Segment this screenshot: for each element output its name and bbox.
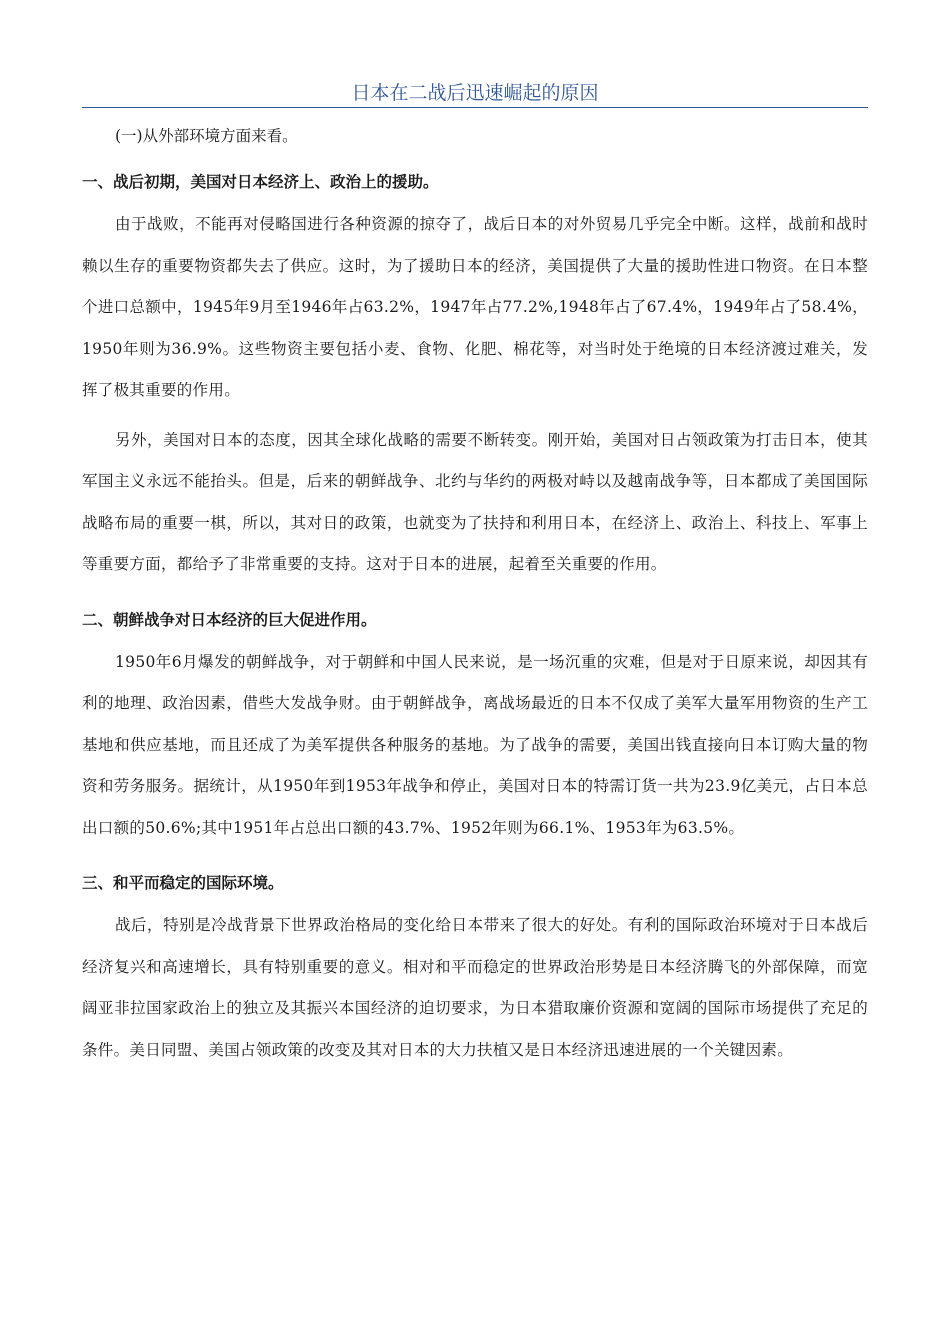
header-rule xyxy=(82,107,868,108)
document-page xyxy=(82,0,868,1071)
section-heading-1: 一、战后初期，美国对日本经济上、政治上的援助。 xyxy=(82,173,439,191)
section-3-paragraph-1: 战后，特别是冷战背景下世界政治格局的变化给日本带来了很大的好处。有利的国际政治环境对于日本战后经济复兴和高速增长，具有特别重要的意义。相对和平而稳定的世界政治形势是日本经济腾飞的外部保障，而宽阔亚非拉国家政治上的独立及其振兴本国经济的迫切要求，为日本猎取廉价资源和宽阔的国际市场提供了充足的条件。美日同盟、美国占领政策的改变及其对日本的大力扶植又是日本经济迅速进展的一个关键因素。 xyxy=(82,916,868,1059)
document-title: 日本在二战后迅速崛起的原因 xyxy=(351,82,599,104)
section-1-paragraph-1: 由于战败，不能再对侵略国进行各种资源的掠夺了，战后日本的对外贸易几乎完全中断。这样，战前和战时赖以生存的重要物资都失去了供应。这时，为了援助日本的经济，美国提供了大量的援助性进口物资。在日本整个进口总额中，1945年9月至1946年占63.2%，1947年占77.2%,1948年占了67.4%，1949年占了58.4%，1950年则为36.9%。这些物资主要包括小麦、食物、化肥、棉花等，对当时处于绝境的日本经济渡过难关，发挥了极其重要的作用。 xyxy=(82,215,868,399)
section-heading-3: 三、和平而稳定的国际环境。 xyxy=(82,874,284,892)
section-heading-2: 二、朝鲜战争对日本经济的巨大促进作用。 xyxy=(82,610,377,629)
section-1-paragraph-2: 另外，美国对日本的态度，因其全球化战略的需要不断转变。刚开始，美国对日占领政策为打击日本，使其军国主义永远不能抬头。但是，后来的朝鲜战争、北约与华约的两极对峙以及越南战争等，日本都成了美国国际战略布局的重要一棋，所以，其对日的政策，也就变为了扶持和利用日本，在经济上、政治上、科技上、军事上等重要方面，都给予了非常重要的支持。这对于日本的进展，起着至关重要的作用。 xyxy=(82,430,868,573)
section-2-paragraph-1: 1950年6月爆发的朝鲜战争，对于朝鲜和中国人民来说，是一场沉重的灾难，但是对于日原来说，却因其有利的地理、政治因素，借些大发战争财。由于朝鲜战争，离战场最近的日本不仅成了美军大量军用物资的生产工基地和供应基地，而且还成了为美军提供各种服务的基地。为了战争的需要，美国出钱直接向日本订购大量的物资和劳务服务。据统计，从1950年到1953年战争和停止，美国对日本的特需订货一共为23.9亿美元，占日本总出口额的50.6%;其中1951年占总出口额的43.7%、1952年则为66.1%、1953年为63.5%。 xyxy=(82,652,868,837)
intro-line: (一)从外部环境方面来看。 xyxy=(115,127,298,145)
